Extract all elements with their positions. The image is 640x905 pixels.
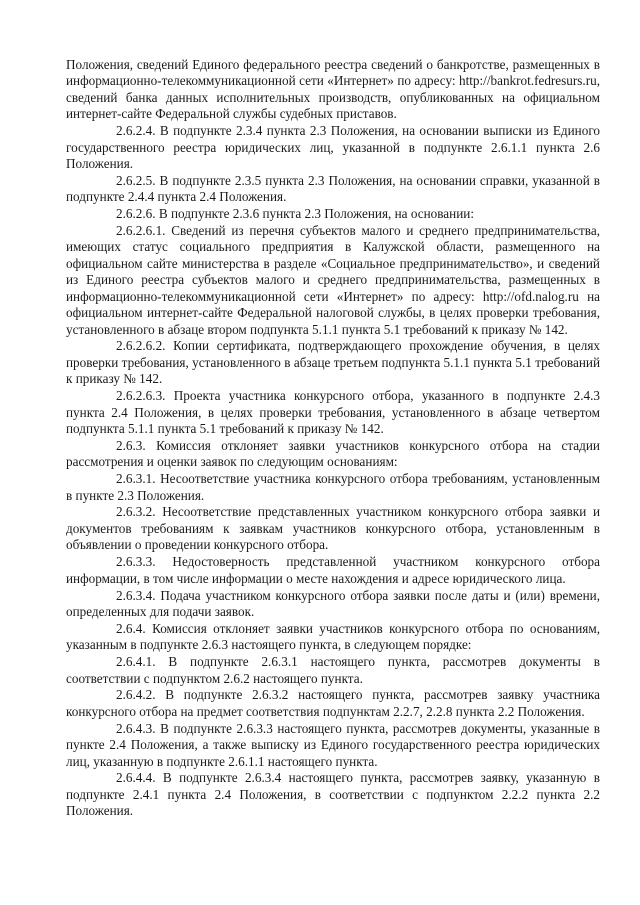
paragraph: 2.6.4.3. В подпункте 2.6.3.3 настоящего пункта, рассмотрев документы, указанные в пункте 2.4 Положения, а также выписку из Единого государственного реестра юридических лиц, указанную в подпункте 2.6.1.1 настоящего пункта. <box>66 720 600 769</box>
paragraph: 2.6.4.4. В подпункте 2.6.3.4 настоящего пункта, рассмотрев заявку, указанную в подпункте 2.4.1 пункта 2.4 Положения, в соответствии с подпунктом 2.2.2 пункта 2.2 Положения. <box>66 770 600 819</box>
paragraph: 2.6.2.5. В подпункте 2.3.5 пункта 2.3 Положения, на основании справки, указанной в подпункте 2.4.4 пункта 2.4 Положения. <box>66 172 600 205</box>
paragraph: Положения, сведений Единого федерального реестра сведений о банкротстве, размещенных в информационно-телекоммуникационной сети «Интернет» по адресу: http://bankrot.fedresurs.ru, сведений банка данных исполнительных производств, опубликованных на официальном интернет-сайте Федеральной службы судебных приставов. <box>66 57 600 122</box>
paragraph: 2.6.4. Комиссия отклоняет заявки участников конкурсного отбора по основаниям, указанным в подпункте 2.6.3 настоящего пункта, в следующем порядке: <box>66 620 600 653</box>
paragraph: 2.6.2.6.1. Сведений из перечня субъектов малого и среднего предпринимательства, имеющих статус социального предприятия в Калужской области, размещенного на официальном сайте министерства в разделе «Социальное предпринимательство», и сведений из Единого реестра субъектов малого и среднего предпринимательства, размещенных в информационно-телекоммуникационной сети «Интернет» по адресу: http://ofd.nalog.ru на официальном интернет-сайте Федеральной налоговой службы, в целях проверки требования, установленного в абзаце втором подпункта 5.1.1 пункта 5.1 требований к приказу № 142. <box>66 223 600 337</box>
paragraph: 2.6.3.2. Несоответствие представленных участником конкурсного отбора заявки и документов требованиям к заявкам участников конкурсного отбора, установленным в объявлении о проведении конкурсного отбора. <box>66 504 600 553</box>
paragraph: 2.6.3. Комиссия отклоняет заявки участников конкурсного отбора на стадии рассмотрения и оценки заявок по следующим основаниям: <box>66 437 600 470</box>
paragraph: 2.6.2.6.3. Проекта участника конкурсного отбора, указанного в подпункте 2.4.3 пункта 2.4 Положения, в целях проверки требования, установленного в абзаце четвертом подпункта 5.1.1 пункта 5.1 требований к приказу № 142. <box>66 388 600 436</box>
paragraph: 2.6.4.2. В подпункте 2.6.3.2 настоящего пункта, рассмотрев заявку участника конкурсного отбора на предмет соответствия подпунктам 2.2.7, 2.2.8 пункта 2.2 Положения. <box>66 687 600 719</box>
paragraph: 2.6.2.6. В подпункте 2.3.6 пункта 2.3 Положения, на основании: <box>116 206 474 222</box>
document-page <box>66 57 600 820</box>
paragraph: 2.6.2.6.2. Копии сертификата, подтверждающего прохождение обучения, в целях проверки требования, установленного в абзаце третьем подпункта 5.1.1 пункта 5.1 требований к приказу № 142. <box>66 338 600 387</box>
paragraph: 2.6.3.4. Подача участником конкурсного отбора заявки после даты и (или) времени, определенных для подачи заявок. <box>66 587 600 619</box>
paragraph: 2.6.3.1. Несоответствие участника конкурсного отбора требованиям, установленным в пункте 2.3 Положения. <box>66 471 600 503</box>
paragraph: 2.6.4.1. В подпункте 2.6.3.1 настоящего пункта, рассмотрев документы в соответствии с подпунктом 2.6.2 настоящего пункта. <box>66 654 600 686</box>
paragraph: 2.6.3.3. Недостоверность представленной участником конкурсного отбора информации, в том числе информации о месте нахождения и адресе юридического лица. <box>66 554 600 586</box>
paragraph: 2.6.2.4. В подпункте 2.3.4 пункта 2.3 Положения, на основании выписки из Единого государственного реестра юридических лиц, указанной в подпункте 2.6.1.1 пункта 2.6 Положения. <box>66 123 600 171</box>
